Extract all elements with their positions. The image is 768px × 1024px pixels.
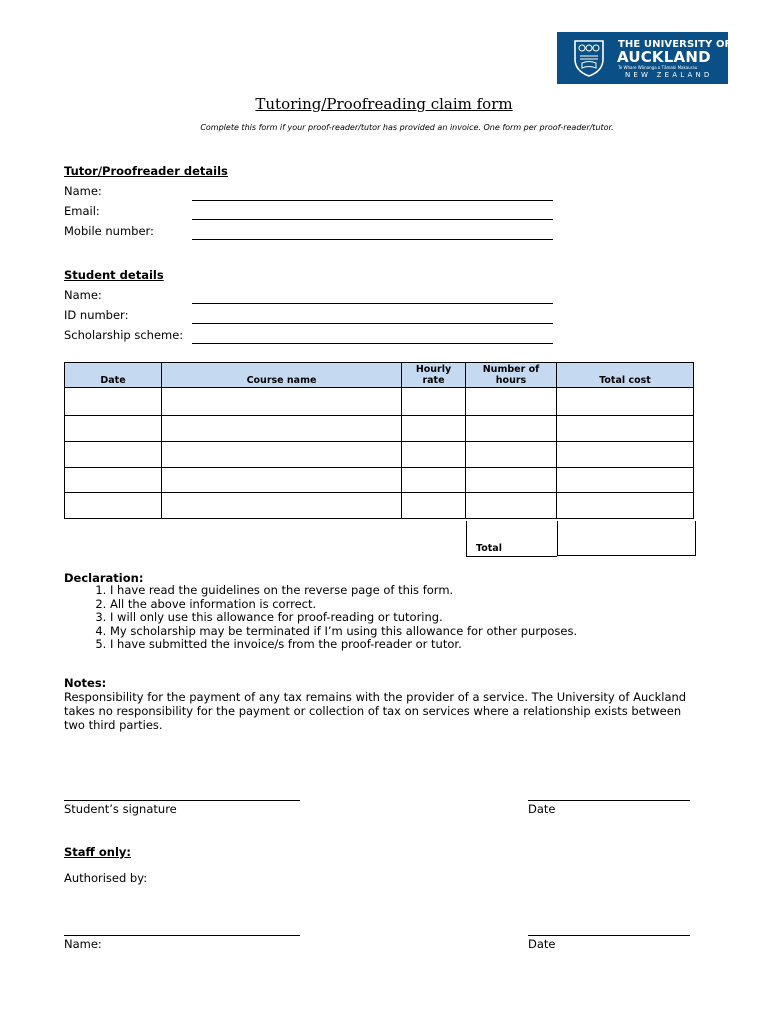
university-crest-icon bbox=[573, 39, 605, 77]
university-logo bbox=[557, 32, 732, 84]
tutor-name-label: Name: bbox=[64, 184, 102, 198]
logo-line-4: NEW ZEALAND bbox=[625, 71, 713, 79]
scholarship-scheme-label: Scholarship scheme: bbox=[64, 328, 184, 342]
list-item: 5. I have submitted the invoice/s from the proof-reader or tutor. bbox=[110, 638, 577, 652]
tutor-name-line[interactable] bbox=[192, 200, 553, 201]
table-cell[interactable] bbox=[402, 416, 466, 442]
list-item: 3. I will only use this allowance for proof-reading or tutoring. bbox=[110, 611, 577, 625]
table-cell[interactable] bbox=[65, 468, 162, 493]
list-item: 4. My scholarship may be terminated if I’m using this allowance for other purposes. bbox=[110, 625, 577, 639]
column-header-number-of-hours bbox=[466, 363, 557, 388]
table-cell[interactable] bbox=[466, 468, 557, 493]
signature-date-label: Date bbox=[528, 802, 556, 816]
logo-line-3: Te Whare Wānanga o Tāmaki Makaurau bbox=[618, 65, 698, 70]
logo-line-2: AUCKLAND bbox=[617, 48, 711, 66]
table-cell[interactable] bbox=[557, 493, 694, 519]
table-cell[interactable] bbox=[65, 388, 162, 416]
page-title bbox=[0, 95, 768, 113]
claim-table bbox=[64, 362, 694, 519]
declaration-list bbox=[64, 584, 577, 652]
student-details-heading: Student details bbox=[64, 268, 164, 282]
table-row bbox=[65, 493, 694, 519]
table-row bbox=[65, 388, 694, 416]
table-cell[interactable] bbox=[466, 493, 557, 519]
student-name-label: Name: bbox=[64, 288, 102, 302]
tutor-mobile-line[interactable] bbox=[192, 239, 553, 240]
hourly-rate-text: Hourly rate bbox=[415, 364, 452, 386]
scholarship-scheme-line[interactable] bbox=[192, 343, 553, 344]
table-cell[interactable] bbox=[162, 493, 402, 519]
table-cell[interactable] bbox=[162, 442, 402, 468]
table-cell[interactable] bbox=[65, 416, 162, 442]
table-row bbox=[65, 442, 694, 468]
table-row bbox=[65, 416, 694, 442]
list-item: 1. I have read the guidelines on the reverse page of this form. bbox=[110, 584, 577, 598]
column-header-hourly-rate bbox=[402, 363, 466, 388]
table-cell[interactable] bbox=[162, 468, 402, 493]
number-of-hours-text: Number of hours bbox=[482, 364, 540, 386]
staff-name-label: Name: bbox=[64, 937, 102, 951]
tutor-mobile-label: Mobile number: bbox=[64, 224, 154, 238]
student-signature-line[interactable] bbox=[64, 800, 300, 801]
page-subtitle: Complete this form if your proof-reader/tutor has provided an invoice. One form per proof-reader/tutor. bbox=[200, 123, 614, 132]
table-cell[interactable] bbox=[557, 416, 694, 442]
table-cell[interactable] bbox=[557, 388, 694, 416]
table-cell[interactable] bbox=[466, 442, 557, 468]
list-item: 2. All the above information is correct. bbox=[110, 598, 577, 612]
staff-date-line[interactable] bbox=[528, 935, 690, 936]
staff-only-heading: Staff only: bbox=[64, 845, 131, 859]
tutor-details-heading: Tutor/Proofreader details bbox=[64, 164, 228, 178]
table-cell[interactable] bbox=[466, 416, 557, 442]
authorised-by-label: Authorised by: bbox=[64, 871, 148, 885]
staff-date-label: Date bbox=[528, 937, 556, 951]
table-cell[interactable] bbox=[65, 493, 162, 519]
logo-line-1: THE UNIVERSITY OF bbox=[618, 39, 732, 50]
declaration-heading: Declaration: bbox=[64, 571, 144, 585]
tutor-email-label: Email: bbox=[64, 204, 100, 218]
student-name-line[interactable] bbox=[192, 303, 553, 304]
notes-body: Responsibility for the payment of any tax remains with the provider of a service. The University of Auckland takes no responsibility for the payment or collection of tax on services where a relationship exists between two third parties. bbox=[64, 690, 687, 732]
table-cell[interactable] bbox=[402, 468, 466, 493]
notes-heading: Notes: bbox=[64, 676, 107, 690]
signature-date-line[interactable] bbox=[528, 800, 690, 801]
table-cell[interactable] bbox=[162, 416, 402, 442]
table-cell[interactable] bbox=[402, 493, 466, 519]
table-cell[interactable] bbox=[65, 442, 162, 468]
staff-name-line[interactable] bbox=[64, 935, 300, 936]
table-cell[interactable] bbox=[557, 468, 694, 493]
column-header-date: Date bbox=[65, 363, 162, 388]
page-title-text: Tutoring/Proofreading claim form bbox=[255, 95, 513, 113]
column-header-course-name: Course name bbox=[162, 363, 402, 388]
student-signature-label: Student’s signature bbox=[64, 802, 177, 816]
tutor-email-line[interactable] bbox=[192, 219, 553, 220]
column-header-total-cost: Total cost bbox=[557, 363, 694, 388]
student-id-label: ID number: bbox=[64, 308, 129, 322]
total-row bbox=[466, 521, 695, 556]
table-cell[interactable] bbox=[162, 388, 402, 416]
student-id-line[interactable] bbox=[192, 323, 553, 324]
table-cell[interactable] bbox=[557, 442, 694, 468]
table-row bbox=[65, 468, 694, 493]
table-cell[interactable] bbox=[402, 442, 466, 468]
table-cell[interactable] bbox=[402, 388, 466, 416]
total-value-cell[interactable] bbox=[557, 521, 696, 556]
table-header-row bbox=[65, 363, 694, 388]
total-label: Total bbox=[476, 543, 502, 554]
table-cell[interactable] bbox=[466, 388, 557, 416]
